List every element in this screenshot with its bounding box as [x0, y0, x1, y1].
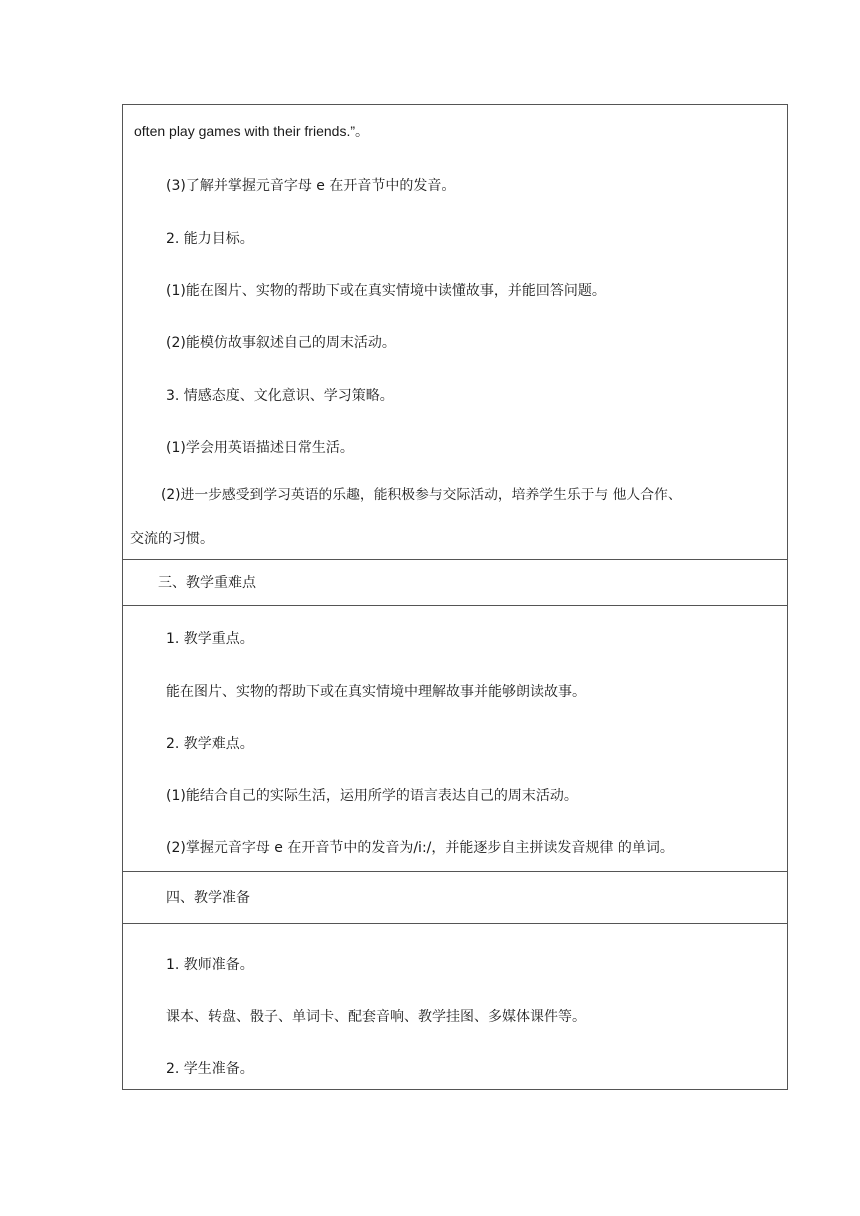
objectives-line-8: (2)进一步感受到学习英语的乐趣，能积极参与交际活动，培养学生乐于与 他人合作、 [161, 487, 682, 503]
section-3-cell [123, 606, 787, 872]
section-4-header-cell [123, 872, 787, 924]
objectives-line-1: often play games with their friends.”。 [134, 123, 369, 139]
objectives-line-3: 2. 能力目标。 [166, 231, 254, 247]
lesson-plan-table [122, 104, 788, 1090]
objectives-cell [123, 105, 787, 560]
objectives-line-9: 交流的习惯。 [130, 531, 214, 547]
objectives-line-4: (1)能在图片、实物的帮助下或在真实情境中读懂故事，并能回答问题。 [166, 283, 606, 299]
section-4-line-2: 课本、转盘、骰子、单词卡、配套音响、教学挂图、多媒体课件等。 [166, 1009, 586, 1025]
section-3-line-3: 2. 教学难点。 [166, 736, 254, 752]
section-3-line-2: 能在图片、实物的帮助下或在真实情境中理解故事并能够朗读故事。 [166, 684, 586, 700]
section-4-cell [123, 924, 787, 1089]
section-3-line-1: 1. 教学重点。 [166, 631, 254, 647]
section-3-header-cell [123, 560, 787, 606]
section-3-line-5: (2)掌握元音字母 e 在开音节中的发音为/i:/，并能逐步自主拼读发音规律 的单词。 [166, 840, 674, 856]
section-4-line-1: 1. 教师准备。 [166, 957, 254, 973]
section-3-line-4: (1)能结合自己的实际生活，运用所学的语言表达自己的周末活动。 [166, 788, 578, 804]
section-3-title: 三、教学重难点 [158, 575, 256, 591]
section-4-title: 四、教学准备 [166, 890, 250, 906]
objectives-line-2: (3)了解并掌握元音字母 e 在开音节中的发音。 [166, 178, 456, 194]
objectives-line-7: (1)学会用英语描述日常生活。 [166, 440, 354, 456]
objectives-line-6: 3. 情感态度、文化意识、学习策略。 [166, 388, 394, 404]
section-4-line-3: 2. 学生准备。 [166, 1061, 254, 1077]
objectives-line-5: (2)能模仿故事叙述自己的周末活动。 [166, 335, 396, 351]
